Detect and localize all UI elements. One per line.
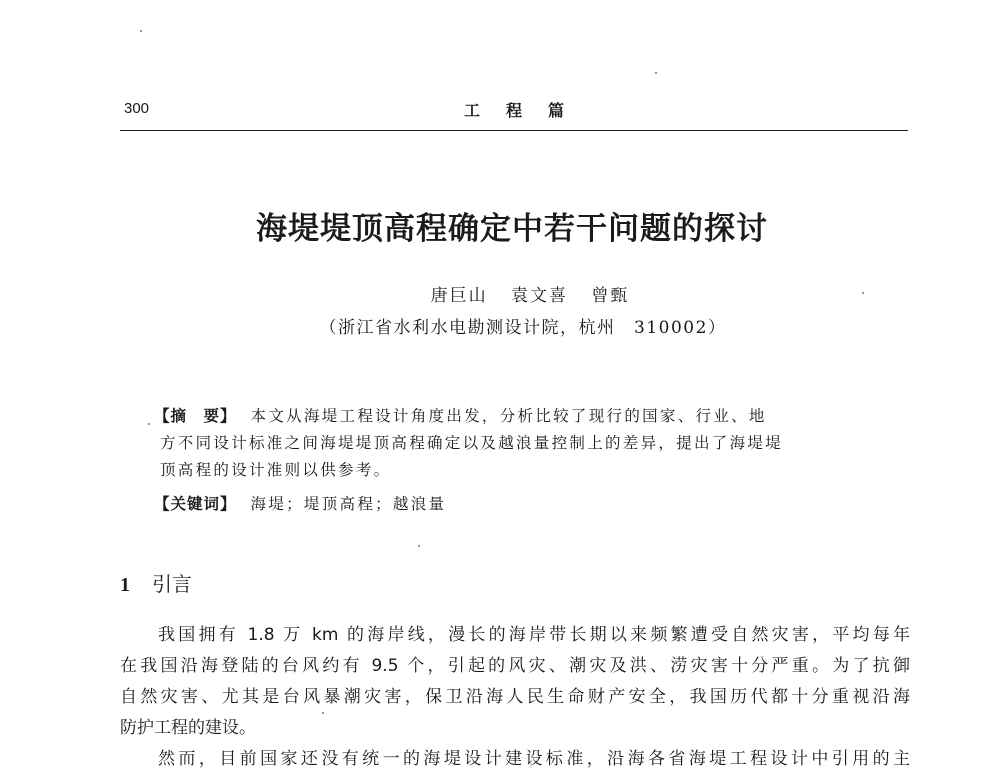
section-number: 1 [120, 574, 130, 596]
body-line: 自然灾害、尤其是台风暴潮灾害，保卫沿海人民生命财产安全，我国历代都十分重视沿海 [120, 687, 910, 707]
page-number: 300 [124, 100, 150, 117]
section-heading [120, 568, 192, 597]
abstract-line [154, 403, 874, 430]
header-rule [120, 130, 908, 131]
author-list [0, 281, 1000, 306]
body-line: 防护工程的建设。 [120, 718, 256, 738]
author-name: 唐巨山 [430, 286, 488, 306]
abstract-line: 顶高程的设计准则以供参考。 [160, 461, 392, 479]
scan-speck [418, 545, 420, 547]
article-title: 海堤堤顶高程确定中若干问题的探讨 [256, 211, 768, 247]
body-line: 然而，目前国家还没有统一的海堤设计建设标准，沿海各省海堤工程设计中引用的主 [158, 749, 910, 769]
keywords [154, 492, 446, 514]
scan-speck [655, 72, 657, 74]
abstract [154, 403, 874, 484]
running-header [120, 98, 908, 132]
scan-speck [322, 712, 324, 714]
body-line: 我国拥有 1.8 万 km 的海岸线，漫长的海岸带长期以来频繁遭受自然灾害，平均每年 [158, 625, 910, 645]
author-name: 袁文喜 [511, 286, 568, 306]
abstract-text: 本文从海堤工程设计角度出发，分析比较了现行的国家、行业、地 [250, 407, 767, 425]
scan-speck [862, 292, 864, 294]
section-title: 引言 [152, 572, 192, 596]
keywords-text: 海堤；堤顶高程；越浪量 [250, 495, 447, 513]
abstract-label: 【摘 要】 [154, 407, 237, 425]
scan-speck [140, 30, 142, 32]
keywords-label: 【关键词】 [154, 495, 237, 513]
journal-name: 工程篇 [463, 101, 590, 120]
body-line: 在我国沿海登陆的台风约有 9.5 个，引起的风灾、潮灾及洪、涝灾害十分严重。为了抗御 [120, 656, 910, 676]
author-name: 曾甄 [591, 286, 630, 306]
abstract-line: 方不同设计标准之间海堤堤顶高程确定以及越浪量控制上的差异，提出了海堤堤 [160, 434, 784, 452]
scan-speck [148, 423, 150, 425]
section-body [120, 620, 910, 775]
author-affiliation: （浙江省水利水电勘测设计院，杭州 310002） [319, 318, 727, 338]
